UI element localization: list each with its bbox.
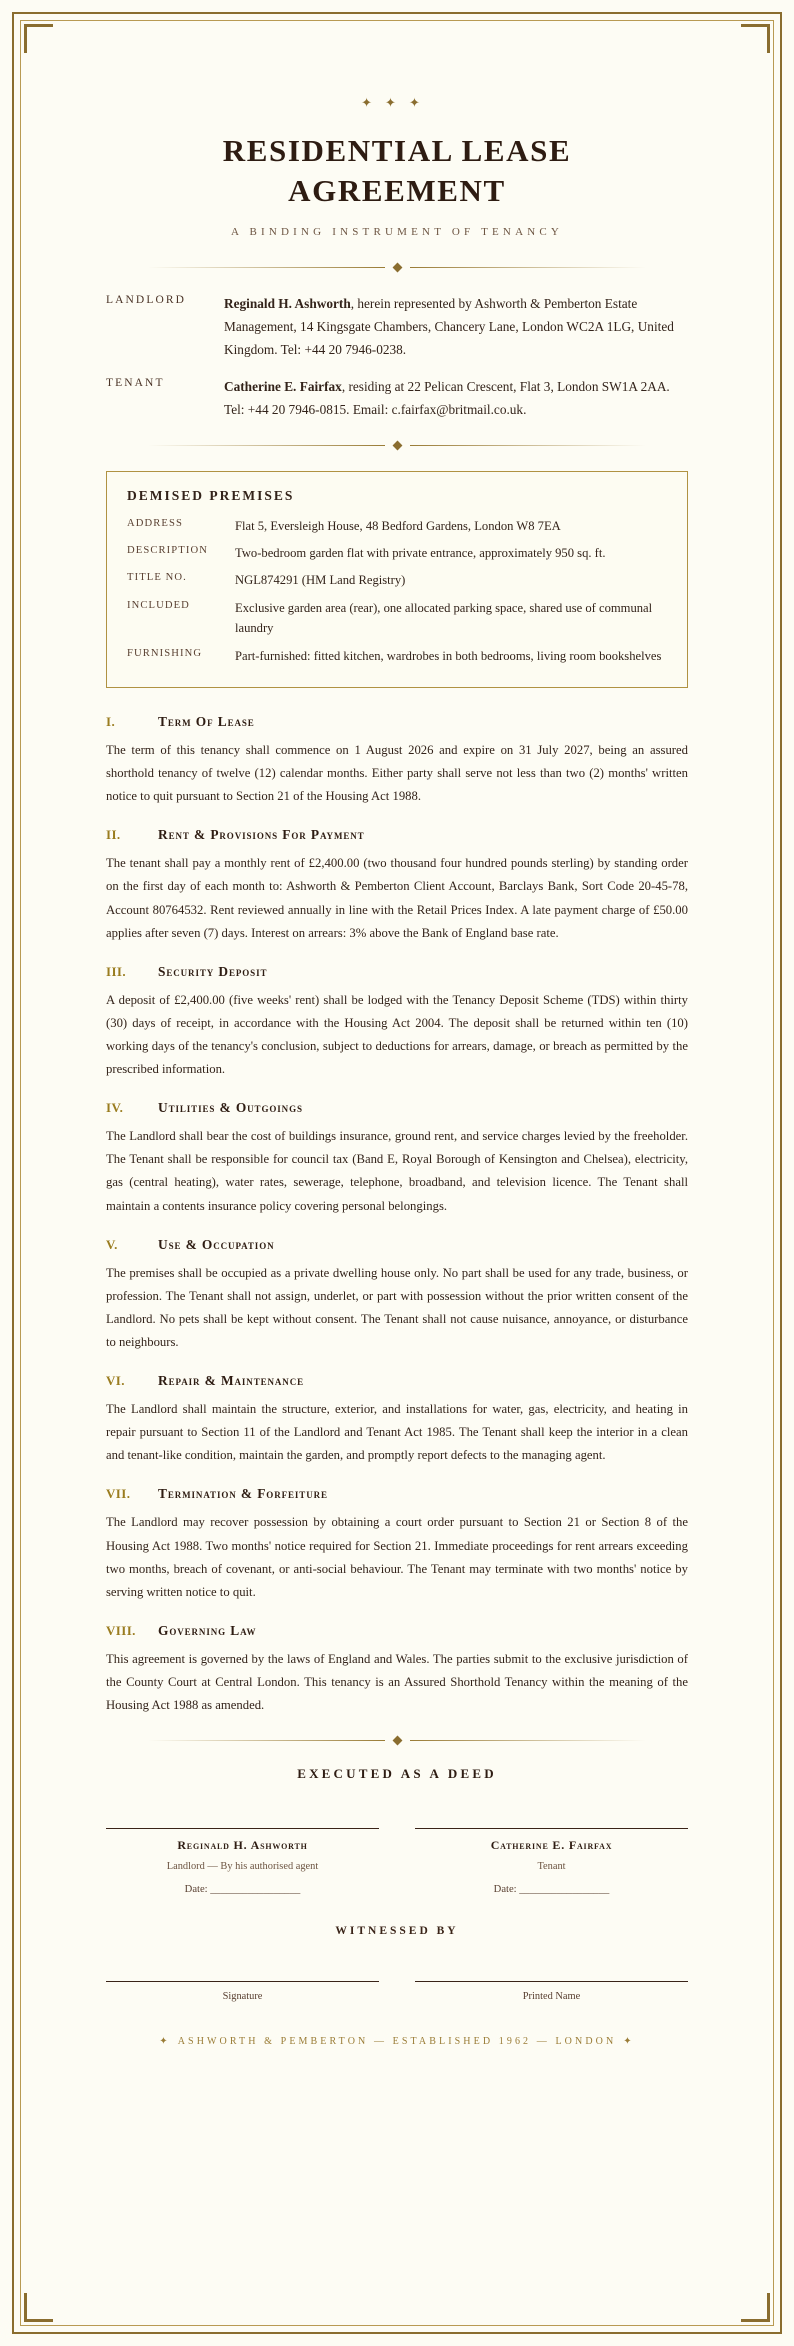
clause-title: Repair & Maintenance bbox=[158, 1373, 305, 1389]
clause-heading bbox=[106, 1373, 688, 1389]
premises-value: Two-bedroom garden flat with private entrance, approximately 950 sq. ft. bbox=[235, 546, 606, 561]
clause-number: IV. bbox=[106, 1100, 124, 1116]
premises-value: Part-furnished: fitted kitchen, wardrobes in both bedrooms, living room bookshelves bbox=[235, 648, 662, 663]
clause-body: A deposit of £2,400.00 (five weeks' rent) shall be lodged with the Tenancy Deposit Scheme (TDS) within thirty (30) days of receipt, in accordance with the Housing Act 2004. The deposit shall be returned within ten (10) working days of the tenancy's conclusion, subject to deductions for arrears, damage, or breach as permitted by the prescribed information. bbox=[106, 992, 688, 1077]
clause-heading bbox=[106, 827, 688, 843]
signatory-name: Catherine E. Fairfax bbox=[490, 1838, 613, 1853]
clause-heading bbox=[106, 1486, 688, 1502]
divider-rule-right bbox=[410, 445, 647, 446]
party-label: LANDLORD bbox=[106, 294, 187, 307]
clause-heading bbox=[106, 1100, 688, 1116]
premises-row bbox=[127, 516, 667, 536]
clause-8 bbox=[106, 1623, 688, 1717]
clause-7 bbox=[106, 1486, 688, 1603]
diamond-icon bbox=[392, 1736, 402, 1746]
clause-heading bbox=[106, 1623, 688, 1639]
footer-text: ASHWORTH & PEMBERTON — ESTABLISHED 1962 — LONDON bbox=[177, 2036, 617, 2048]
divider-rule-left bbox=[148, 267, 385, 268]
diamond-icon bbox=[392, 440, 402, 450]
clause-body: The Landlord shall bear the cost of buildings insurance, ground rent, and service charges levied by the freeholder. The Tenant shall be responsible for council tax (Band E, Royal Borough of Kensington and Chelsea), electricity, gas (central heating), water rates, sewerage, telephone, broadband, and television licence. The Tenant shall maintain a contents insurance policy covering personal belongings. bbox=[106, 1129, 688, 1213]
clause-number: III. bbox=[106, 963, 127, 979]
divider-rule-left bbox=[148, 1740, 385, 1741]
witness-signature-caption: Signature bbox=[222, 1991, 263, 2003]
witness-name-caption: Printed Name bbox=[522, 1991, 581, 2003]
divider-rule-left bbox=[148, 445, 385, 446]
premises-key: ADDRESS bbox=[127, 517, 183, 529]
divider-premises bbox=[148, 442, 646, 449]
premises-value: NGL874291 (HM Land Registry) bbox=[235, 573, 406, 588]
clause-title: Term Of Lease bbox=[158, 713, 255, 729]
demised-premises-box bbox=[106, 471, 688, 688]
clause-body: The Landlord shall maintain the structure, exterior, and installations for water, gas, electricity, and heating in repair pursuant to Section 11 of the Landlord and Tenant Act 1985. The Tenant shall keep the interior in a clean and tenant-like condition, maintain the garden, and promptly report defects to the managing agent. bbox=[106, 1402, 688, 1463]
clause-number: I. bbox=[106, 713, 116, 729]
clause-heading bbox=[106, 1237, 688, 1253]
party-name: Reginald H. Ashworth bbox=[224, 296, 351, 312]
document-title: RESIDENTIAL LEASE AGREEMENT bbox=[222, 133, 572, 208]
clause-heading bbox=[106, 714, 688, 730]
clause-4 bbox=[106, 1100, 688, 1217]
premises-row bbox=[127, 598, 667, 639]
parties-block bbox=[106, 293, 688, 421]
signature-line[interactable] bbox=[415, 1828, 688, 1829]
signatory-role: Tenant bbox=[537, 1861, 566, 1873]
witness-name-block bbox=[415, 1981, 688, 2002]
clause-heading bbox=[106, 964, 688, 980]
clause-body: The tenant shall pay a monthly rent of £2,400.00 (two thousand four hundred pounds sterling) by standing order on the first day of each month to: Ashworth & Pemberton Client Account, Barclays Bank, Sort Code 20-45-78, Account 80764532. Rent reviewed annually in line with the Retail Prices Index. A late payment charge of £50.00 applies after seven (7) days. Interest on arrears: 3% above the Bank of England base rate. bbox=[106, 856, 688, 940]
clause-2 bbox=[106, 827, 688, 944]
clause-1 bbox=[106, 714, 688, 808]
witness-name-line[interactable] bbox=[415, 1981, 688, 1982]
masthead-ornaments bbox=[88, 96, 706, 109]
signature-date-field[interactable]: Date: _________________ bbox=[184, 1884, 301, 1896]
divider-rule-right bbox=[410, 267, 647, 268]
premises-key: DESCRIPTION bbox=[127, 545, 208, 557]
clause-number: II. bbox=[106, 827, 121, 843]
clause-body: The premises shall be occupied as a private dwelling house only. No part shall be used for any trade, business, or profession. The Tenant shall not assign, underlet, or part with possession without the prior written consent of the Landlord. No pets shall be kept without consent. The Tenant shall not cause nuisance, annoyance, or disturbance to neighbours. bbox=[106, 1265, 688, 1349]
party-row-tenant bbox=[106, 376, 688, 422]
signature-block-landlord bbox=[106, 1828, 379, 1895]
document-sheet bbox=[46, 44, 748, 2077]
divider-top bbox=[148, 264, 646, 271]
diamond-icon: ✦ bbox=[623, 2036, 635, 2048]
party-label: TENANT bbox=[106, 376, 165, 389]
premises-row bbox=[127, 543, 667, 563]
clause-number: VII. bbox=[106, 1486, 131, 1502]
clause-number: VI. bbox=[106, 1373, 125, 1389]
party-address: , residing at 22 Pelican Crescent, Flat 3, London SW1A 2AA. Tel: +44 20 7946-0815. Email: c.fairfax@britmail.co.uk. bbox=[224, 378, 670, 417]
witness-grid bbox=[106, 1981, 688, 2002]
clause-title: Utilities & Outgoings bbox=[158, 1100, 303, 1116]
witness-title: WITNESSED BY bbox=[335, 1925, 459, 1938]
document-subtitle: A BINDING INSTRUMENT OF TENANCY bbox=[230, 226, 564, 239]
clause-title: Rent & Provisions For Payment bbox=[158, 827, 365, 843]
party-details bbox=[224, 293, 688, 362]
clause-title: Termination & Forfeiture bbox=[158, 1486, 328, 1502]
signature-grid bbox=[106, 1828, 688, 1895]
divider-execution bbox=[148, 1737, 646, 1744]
diamond-icon bbox=[392, 263, 402, 273]
document-footer bbox=[88, 2036, 706, 2047]
premises-key: FURNISHING bbox=[127, 647, 203, 659]
witness-signature-line[interactable] bbox=[106, 1981, 379, 1982]
premises-value: Exclusive garden area (rear), one allocated parking space, shared use of communal laundry bbox=[235, 600, 653, 636]
clause-title: Security Deposit bbox=[158, 963, 268, 979]
premises-key: TITLE NO. bbox=[127, 572, 187, 584]
premises-title: DEMISED PREMISES bbox=[127, 487, 295, 503]
clause-6 bbox=[106, 1373, 688, 1467]
clause-5 bbox=[106, 1237, 688, 1354]
witness-signature-block bbox=[106, 1981, 379, 2002]
diamond-icon: ✦ bbox=[361, 95, 386, 110]
execution-title: EXECUTED AS A DEED bbox=[297, 1766, 497, 1782]
signatory-name: Reginald H. Ashworth bbox=[177, 1838, 308, 1853]
clause-body: This agreement is governed by the laws of England and Wales. The parties submit to the exclusive jurisdiction of the County Court at Central London. This tenancy is an Assured Shorthold Tenancy within the meaning of the Housing Act 1988 as amended. bbox=[106, 1651, 688, 1713]
party-details bbox=[224, 376, 688, 422]
clause-body: The term of this tenancy shall commence on 1 August 2026 and expire on 31 July 2027, being an assured shorthold tenancy of twelve (12) calendar months. Either party shall serve not less than two (2) months' written notice to quit pursuant to Section 21 of the Housing Act 1988. bbox=[106, 742, 688, 804]
signatory-role: Landlord — By his authorised agent bbox=[166, 1861, 319, 1873]
diamond-icon: ✦ bbox=[408, 95, 433, 110]
premises-value: Flat 5, Eversleigh House, 48 Bedford Gardens, London W8 7EA bbox=[235, 518, 561, 533]
clause-number: V. bbox=[106, 1236, 118, 1252]
diamond-icon: ✦ bbox=[385, 95, 409, 110]
premises-row bbox=[127, 646, 667, 666]
clauses-list bbox=[106, 714, 688, 1717]
divider-rule-right bbox=[410, 1740, 647, 1741]
clause-number: VIII. bbox=[106, 1622, 136, 1638]
party-address: , herein represented by Ashworth & Pemberton Estate Management, 14 Kingsgate Chambers, Chancery Lane, London WC2A 1LG, United Kingdom. Tel: +44 20 7946-0238. bbox=[224, 296, 674, 358]
party-row-landlord bbox=[106, 293, 688, 362]
clause-body: The Landlord may recover possession by obtaining a court order pursuant to Section 21 or Section 8 of the Housing Act 1988. Two months' notice required for Section 21. Immediate proceedings for rent arrears exceeding two months, breach of covenant, or anti-social behaviour. The Tenant may terminate with two months' notice by serving written notice to quit. bbox=[106, 1515, 688, 1599]
diamond-icon: ✦ bbox=[159, 2036, 171, 2048]
party-name: Catherine E. Fairfax bbox=[224, 378, 342, 394]
clause-3 bbox=[106, 964, 688, 1081]
corner-ornament-bottom-right bbox=[741, 2293, 770, 2322]
signature-date-field[interactable]: Date: _________________ bbox=[493, 1884, 610, 1896]
signature-block-tenant bbox=[415, 1828, 688, 1895]
premises-row bbox=[127, 570, 667, 590]
clause-title: Governing Law bbox=[158, 1622, 257, 1638]
clause-title: Use & Occupation bbox=[158, 1236, 275, 1252]
corner-ornament-bottom-left bbox=[24, 2293, 53, 2322]
premises-key: INCLUDED bbox=[127, 599, 190, 611]
signature-line[interactable] bbox=[106, 1828, 379, 1829]
